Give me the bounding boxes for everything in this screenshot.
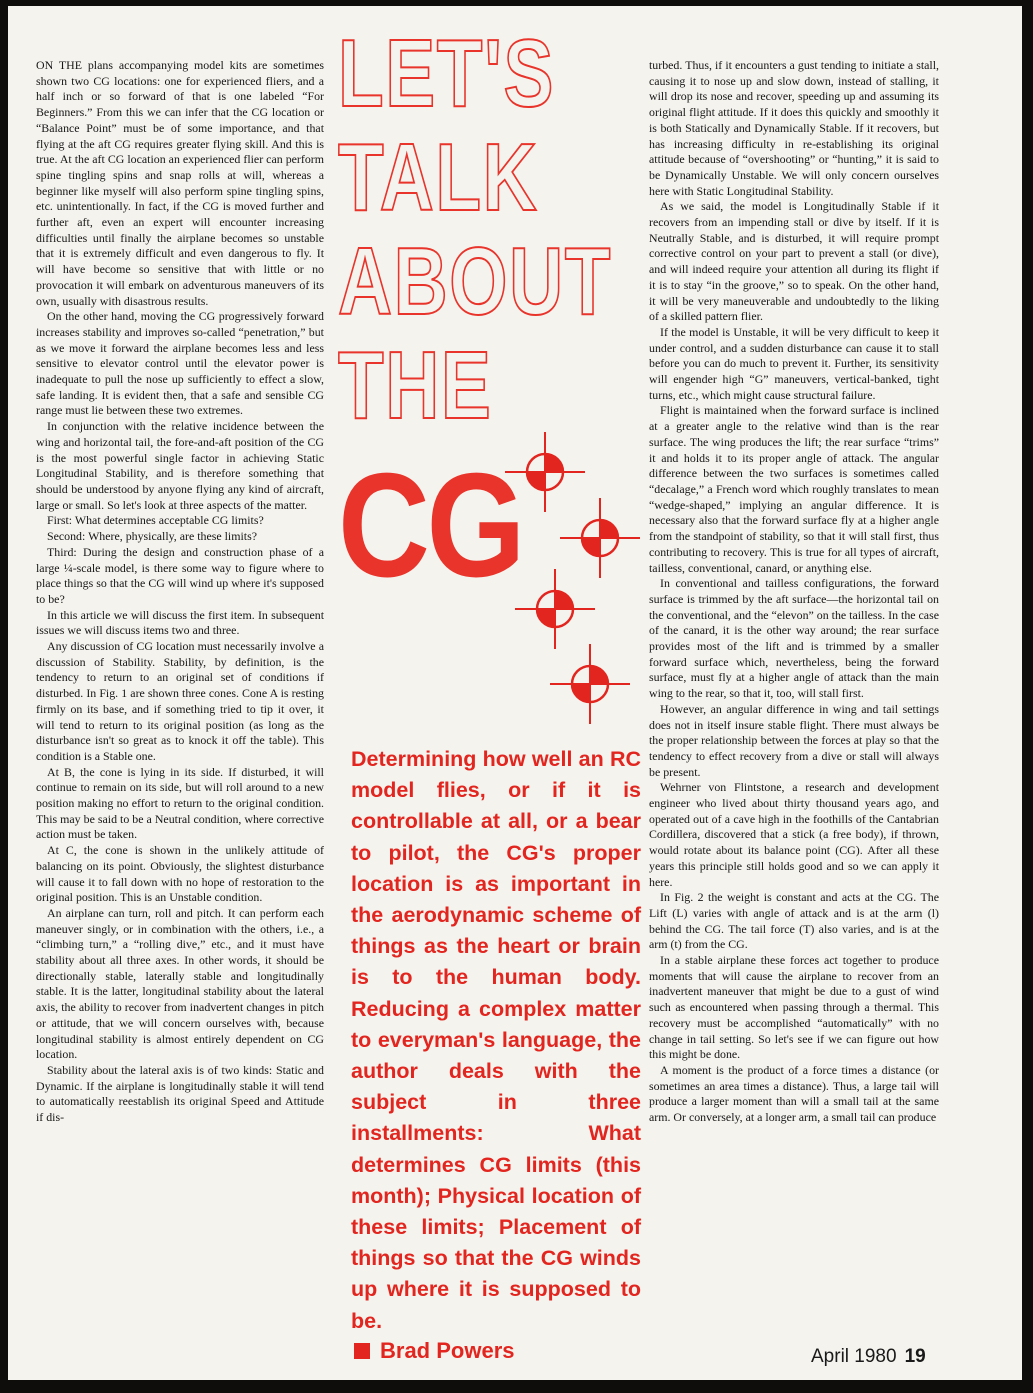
paragraph: Stability about the lateral axis is of two kinds: Static and Dynamic. If the airplane is longitudinally stable it will tend to automatically reestablish its original Speed and Attitude if dis-	[36, 1063, 324, 1125]
cg-target-icon	[550, 644, 630, 724]
page-number: 19	[904, 1346, 926, 1367]
page-folio	[811, 1346, 926, 1368]
left-text-column	[36, 58, 324, 1126]
paragraph: At C, the cone is shown in the unlikely attitude of balancing on its point. Obviously, the slightest disturbance will cause it to fall down with no hope of restoration to the original position. This is an Unstable condition.	[36, 843, 324, 905]
paragraph: Flight is maintained when the forward surface is inclined at a greater angle to the relative wind than is the rear surface. The wing produces the lift; the rear surface “trims” it and holds it to its proper angle of attack. The angular difference between the two surfaces is sometimes called “decalage,” a French word which roughly translates to mean “wedge-shaped,” implying an angular difference. It is necessary also that the forward surface fly at a higher angle from the standpoint of stability, so that it will stall first, thus contributing to recovery. This is true for all types of aircraft, tailless, conventional, canard, or anything else.	[649, 403, 939, 575]
headline-cg: CG	[338, 443, 523, 608]
author-name: Brad Powers	[380, 1338, 515, 1363]
headline-line: TALK	[338, 124, 539, 231]
paragraph: A moment is the product of a force times a distance (or sometimes an area times a distance). Thus, a large tail will produce a larger moment than will a small tail at the same arm. Or conversely, at a longer arm, a small tail can produce	[649, 1063, 939, 1125]
headline-line: ABOUT	[338, 228, 613, 335]
headline-line: THE	[338, 332, 493, 439]
paragraph: Third: During the design and construction phase of a large ¼-scale model, is there some way to figure where to place things so that the CG will wind up where it's supposed to be?	[36, 544, 324, 606]
cg-target-icon	[515, 569, 595, 649]
byline	[354, 1338, 515, 1364]
paragraph: An airplane can turn, roll and pitch. It can perform each maneuver singly, or in combination with the others, i.e., a “climbing turn,” a “rolling dive,” etc., and it must have stability about all three axes. In other words, it should be directionally stable, laterally stable and longitudinally stable. It is the latter, longitudinal stability about the lateral axis, the ability to recover from inadvertent changes in pitch or attitude, that we will concern ourselves with, because longitudinal stability is almost entirely dependent on CG location.	[36, 905, 324, 1062]
paragraph: turbed. Thus, if it encounters a gust tending to initiate a stall, causing it to nose up and slow down, instead of stalling, it will drop its nose and recover, speeding up and assuming its original flight attitude. If it does this quickly and smoothly it is both Statically and Dynamically Stable. If it recovers, but has increasing difficulty in re-establishing its original attitude because of “overshooting” or “hunting,” it is said to be Dynamically Unstable. We will only concern ourselves here with Static Longitudinal Stability.	[649, 58, 939, 198]
issue-date: April 1980	[811, 1346, 897, 1367]
headline	[338, 20, 613, 608]
paragraph: On the other hand, moving the CG progressively forward increases stability and improves so-called “penetration,” but as we move it forward the airplane becomes less and less sensitive to elevator control until the elevator power is inadequate to pull the nose up sufficiently to effect a slow, safe landing. It is evident then, that a safe and sensible CG range must lie between these two extremes.	[36, 309, 324, 418]
paragraph: In this article we will discuss the first item. In subsequent issues we will discuss items two and three.	[36, 607, 324, 638]
cg-target-icon	[560, 498, 640, 578]
paragraph: Wehrner von Flintstone, a research and development engineer who lived about thirty thousand years ago, and operated out of a cave high in the foothills of the Cantabrian Cordillera, discovered that a stick (a free body), if thrown, would rotate about its balance point (CG). After all these years this principle still holds good and so we can apply it here.	[649, 780, 939, 889]
paragraph: ON THE plans accompanying model kits are sometimes shown two CG locations: one for experienced fliers, and a half inch or so forward of that is one labeled “For Beginners.” From this we can infer that the CG location or “Balance Point” must be of some importance, and that flying at the aft CG requires greater flying skill. And this is true. At the aft CG location an experienced flier can perform spine tingling spins and snap rolls at will, whereas a beginner like myself will also perform spine tingling spins, etc. unintentionally. In fact, if the CG is moved further and further aft, even an expert will encounter increasing difficulties until finally the airplane becomes so unstable that it is extremely difficult and even dangerous to fly. It will have become so sensitive that with little or no provocation it will embark on adventurous maneuvers of its own, usually with disastrous results.	[36, 58, 324, 308]
intro-deck: Determining how well an RC model flies, or if it is controllable at all, or a bear to pilot, the CG's proper location is as important in the aerodynamic scheme of things as the heart or brain is to the human body. Reducing a complex matter to everyman's language, the author deals with the subject in three installments: What determines CG limits (this month); Physical location of these limits; Placement of things so that the CG winds up where it is supposed to be.	[351, 747, 641, 1333]
paragraph: As we said, the model is Longitudinally Stable if it recovers from an impending stall or dive by itself. If it is Neutrally Stable, and is disturbed, it will require prompt corrective control on your part to prevent a stall (or dive), and will indeed require your attention all during its flight if it is to stay “in the groove,” so to speak. On the other hand, it will be very maneuverable and undoubtedly to the liking of a skilled pattern flier.	[649, 199, 939, 324]
paragraph: Second: Where, physically, are these limits?	[47, 529, 258, 544]
paragraph: In Fig. 2 the weight is constant and acts at the CG. The Lift (L) varies with angle of attack and is at the arm (l) behind the CG. The tail force (T) also varies, and is at the arm (t) from the CG.	[649, 890, 939, 952]
paragraph: Any discussion of CG location must necessarily involve a discussion of Stability. Stability, by definition, is the tendency to return to an original set of conditions if disturbed. In Fig. 1 are shown three cones. Cone A is resting firmly on its base, and if something tried to tip it over, it will tend to return to its original position (as long as the disturbance isn't so great as to knock it off the table). This condition is a Stable one.	[36, 639, 324, 763]
paragraph: In a stable airplane these forces act together to produce moments that will cause the airplane to recover from an inadvertent maneuver that might be due to a gust of wind such as encountered when passing through a thermal. This recovery must be accomplished “automatically” with no change in tail setting. So let's see if we can figure out how this might be done.	[649, 953, 939, 1062]
paragraph: In conjunction with the relative incidence between the wing and horizontal tail, the fore-and-aft position of the CG is the most powerful single factor in achieving Static Longitudinal Stability, and is therefore something that should be understood by anyone flying any kind of aircraft, large or small. So let's look at three aspects of the matter.	[36, 419, 324, 512]
headline-line: LET'S	[338, 20, 555, 127]
paragraph: At B, the cone is lying in its side. If disturbed, it will continue to remain on its side, but will roll around to a new position making no effort to return to the original condition. This may be said to be a Neutral condition, where corrective action must be taken.	[36, 764, 324, 842]
paragraph: If the model is Unstable, it will be very difficult to keep it under control, and a sudden disturbance can cause it to stall before you can do much to prevent it. Further, its sensitivity will engender high “G” maneuvers, vertical-banked, tight turns, etc., which might cause structural failure.	[649, 324, 939, 402]
right-text-column	[649, 58, 939, 1126]
paragraph: However, an angular difference in wing and tail settings does not in itself insure stable flight. There must always be the proper relationship between the forces at play so that the tendency to effect recovery from a dive or stall will always be present.	[649, 701, 939, 779]
paragraph: First: What determines acceptable CG limits?	[47, 513, 264, 528]
paragraph: In conventional and tailless configurations, the forward surface is trimmed by the aft surface—the horizontal tail on the conventional, and the “elevon” on the tailless. In the case of the canard, it is the other way around; the rear surface provides most of the lift and is trimmed by a smaller forward surface which, nevertheless, being the forward surface, must fly at a higher angle of attack than the main wing to the rear, so that it, too, will stall first.	[649, 576, 939, 701]
byline-square-icon	[354, 1343, 370, 1359]
magazine-page	[8, 6, 1022, 1380]
